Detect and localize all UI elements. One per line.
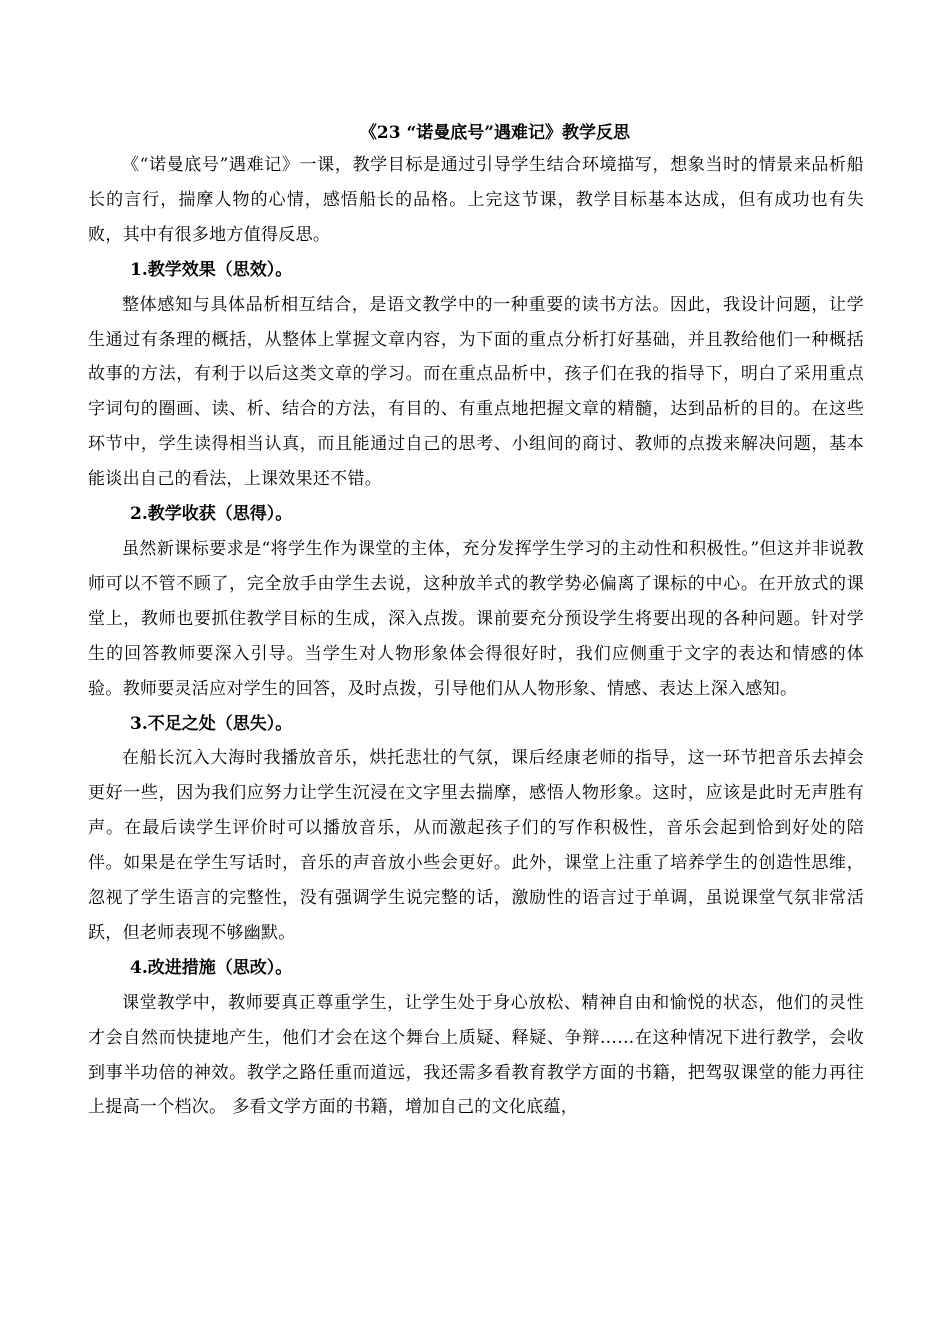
document-title: 《23 “诺曼底号”遇难记》教学反思 — [359, 123, 631, 143]
section-heading-effect: 1.教学效果（思效）。 — [130, 259, 293, 280]
section-heading-gain: 2.教学收获（思得）。 — [130, 504, 293, 525]
section-body-improvement: 课堂教学中，教师要真正尊重学生，让学生处于身心放松、精神自由和愉悦的状态，他们的灵性才会自然而快捷地产生，他们才会在这个舞台上质疑、释疑、争辩……在这种情况下进行教学，会收到事半功倍的神效。教学之路任重而道远，我还需多看教育教学方面的书籍，把驾驭课堂的能力再往上提高一个档次。 多看文学方面的书籍，增加自己的文化底蕴， — [88, 992, 864, 1118]
document-page — [88, 118, 864, 1125]
intro-paragraph: 《“诺曼底号”遇难记》一课，教学目标是通过引导学生结合环境描写，想象当时的情景来品析船长的言行，揣摩人物的心情，感悟船长的品格。上完这节课，教学目标基本达成，但有成功也有失败，其中有很多地方值得反思。 — [88, 155, 864, 245]
section-body-shortcoming: 在船长沉入大海时我播放音乐，烘托悲壮的气氛，课后经康老师的指导，这一环节把音乐去掉会更好一些，因为我们应努力让学生沉浸在文字里去揣摩，感悟人物形象。这时，应该是此时无声胜有声。在最后读学生评价时可以播放音乐，从而激起孩子们的写作积极性，音乐会起到恰到好处的陪伴。如果是在学生写话时，音乐的声音放小些会更好。此外，课堂上注重了培养学生的创造性思维，忽视了学生语言的完整性，没有强调学生说完整的话，激励性的语言过于单调，虽说课堂气氛非常活跃，但老师表现不够幽默。 — [88, 748, 864, 943]
section-body-gain: 虽然新课标要求是“将学生作为课堂的主体，充分发挥学生学习的主动性和积极性。”但这并非说教师可以不管不顾了，完全放手由学生去说，这种放羊式的教学势必偏离了课标的中心。在开放式的课堂上，教师也要抓住教学目标的生成，深入点拨。课前要充分预设学生将要出现的各种问题。针对学生的回答教师要深入引导。当学生对人物形象体会得很好时，我们应侧重于文字的表达和情感的体验。教师要灵活应对学生的回答，及时点拨，引导他们从人物形象、情感、表达上深入感知。 — [88, 538, 864, 699]
section-heading-improvement: 4.改进措施（思改）。 — [130, 957, 293, 978]
section-heading-shortcoming: 3.不足之处（思失）。 — [130, 713, 293, 734]
section-body-effect: 整体感知与具体品析相互结合，是语文教学中的一种重要的读书方法。因此，我设计问题，让学生通过有条理的概括，从整体上掌握文章内容，为下面的重点分析打好基础，并且教给他们一种概括故事的方法，有利于以后这类文章的学习。而在重点品析中，孩子们在我的指导下，明白了采用重点字词句的圈画、读、析、结合的方法，有目的、有重点地把握文章的精髓，达到品析的目的。在这些环节中，学生读得相当认真，而且能通过自己的思考、小组间的商讨、教师的点拨来解决问题，基本能谈出自己的看法，上课效果还不错。 — [88, 294, 864, 490]
